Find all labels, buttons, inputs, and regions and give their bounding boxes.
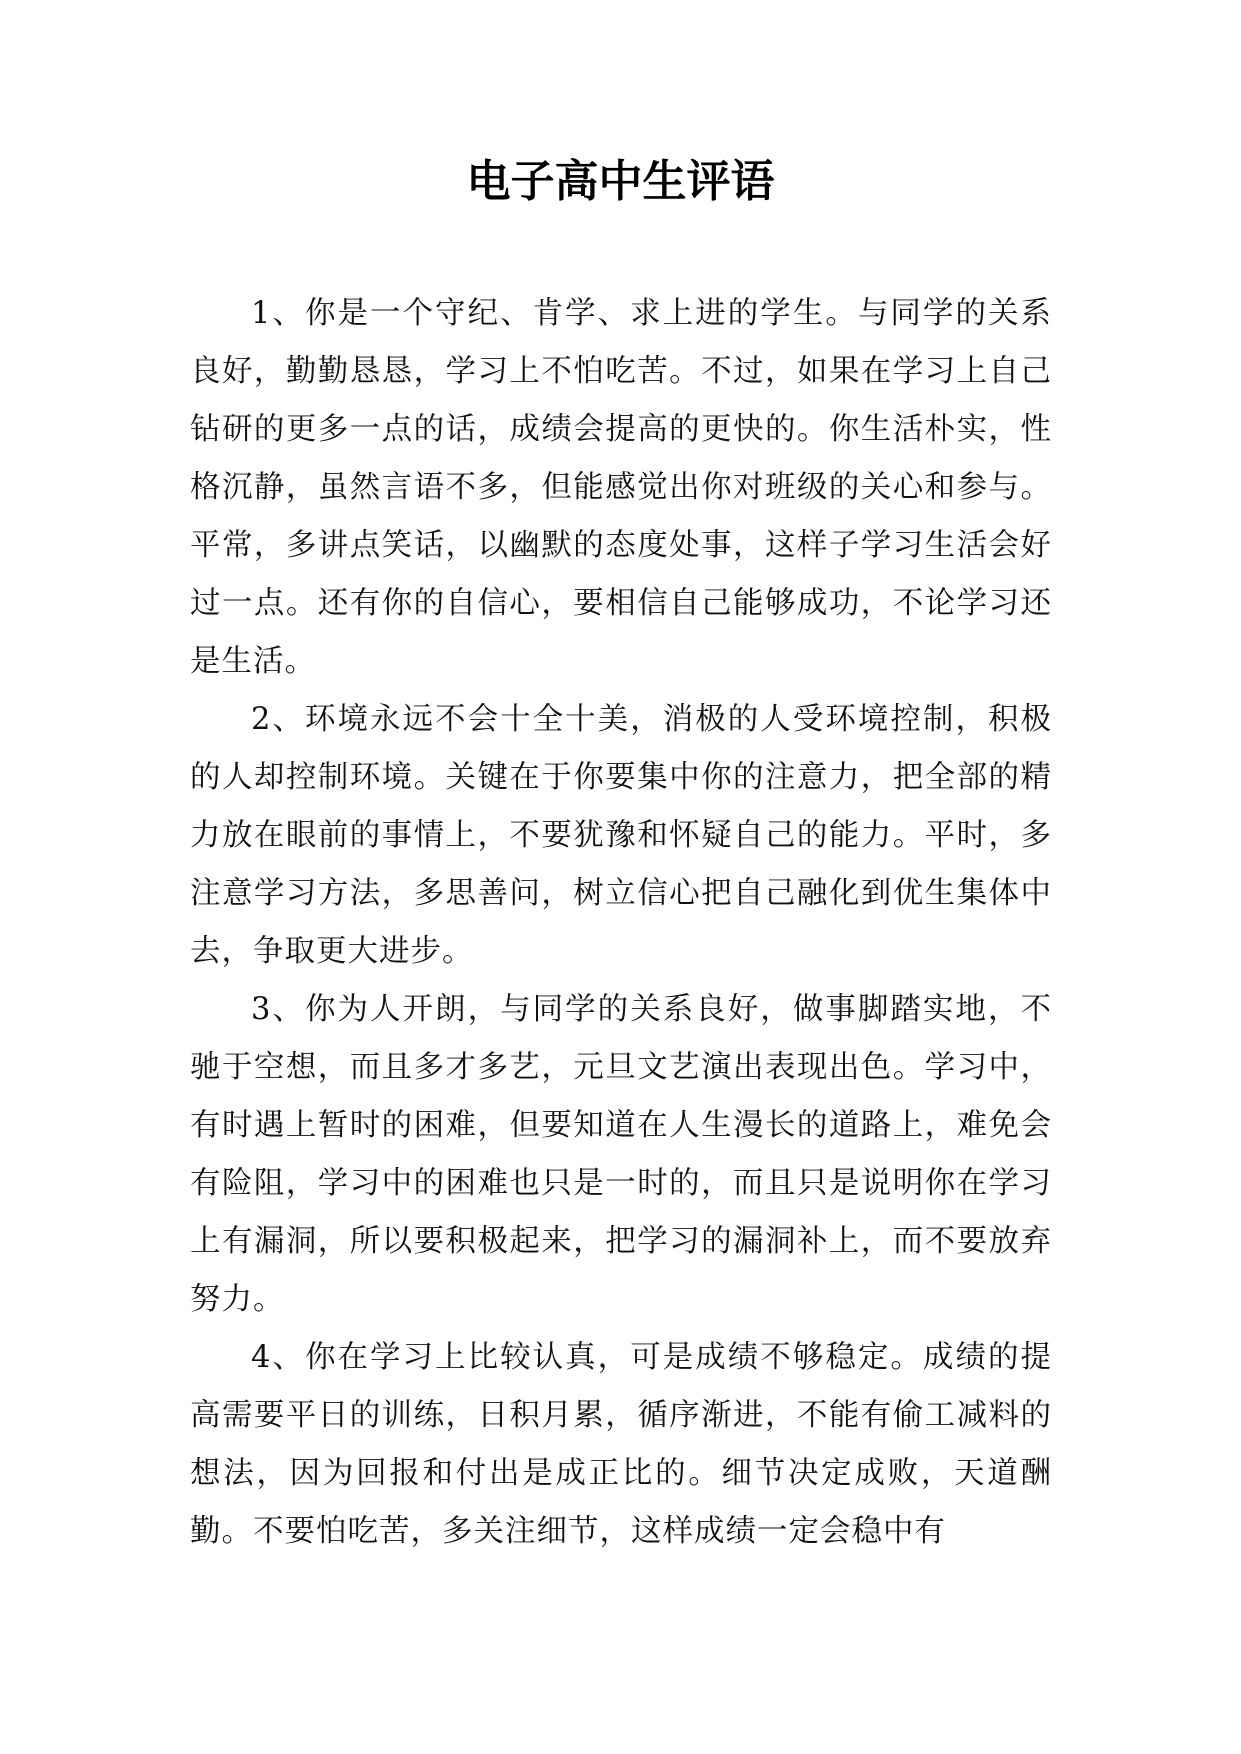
comment-paragraph-1: 1、你是一个守纪、肯学、求上进的学生。与同学的关系良好，勤勤恳恳，学习上不怕吃苦。不过，如果在学习上自己钻研的更多一点的话，成绩会提高的更快的。你生活朴实，性格沉静，虽然言语不多，但能感觉出你对班级的关心和参与。平常，多讲点笑话，以幽默的态度处事，这样子学习生活会好过一点。还有你的自信心，要相信自己能够成功，不论学习还是生活。 bbox=[190, 296, 1052, 679]
document-body bbox=[190, 285, 1052, 1561]
comment-paragraph-2: 2、环境永远不会十全十美，消极的人受环境控制，积极的人却控制环境。关键在于你要集中你的注意力，把全部的精力放在眼前的事情上，不要犹豫和怀疑自己的能力。平时，多注意学习方法，多思善问，树立信心把自己融化到优生集体中去，争取更大进步。 bbox=[190, 702, 1052, 969]
document-title: 电子高中生评语 bbox=[466, 156, 775, 207]
comment-paragraph-3: 3、你为人开朗，与同学的关系良好，做事脚踏实地，不驰于空想，而且多才多艺，元旦文艺演出表现出色。学习中，有时遇上暂时的困难，但要知道在人生漫长的道路上，难免会有险阻，学习中的困难也只是一时的，而且只是说明你在学习上有漏洞，所以要积极起来，把学习的漏洞补上，而不要放弃努力。 bbox=[190, 992, 1052, 1317]
comment-paragraph-4: 4、你在学习上比较认真，可是成绩不够稳定。成绩的提高需要平日的训练，日积月累，循序渐进，不能有偷工减料的想法，因为回报和付出是成正比的。细节决定成败，天道酬勤。不要怕吃苦，多关注细节，这样成绩一定会稳中有 bbox=[190, 1340, 1052, 1549]
